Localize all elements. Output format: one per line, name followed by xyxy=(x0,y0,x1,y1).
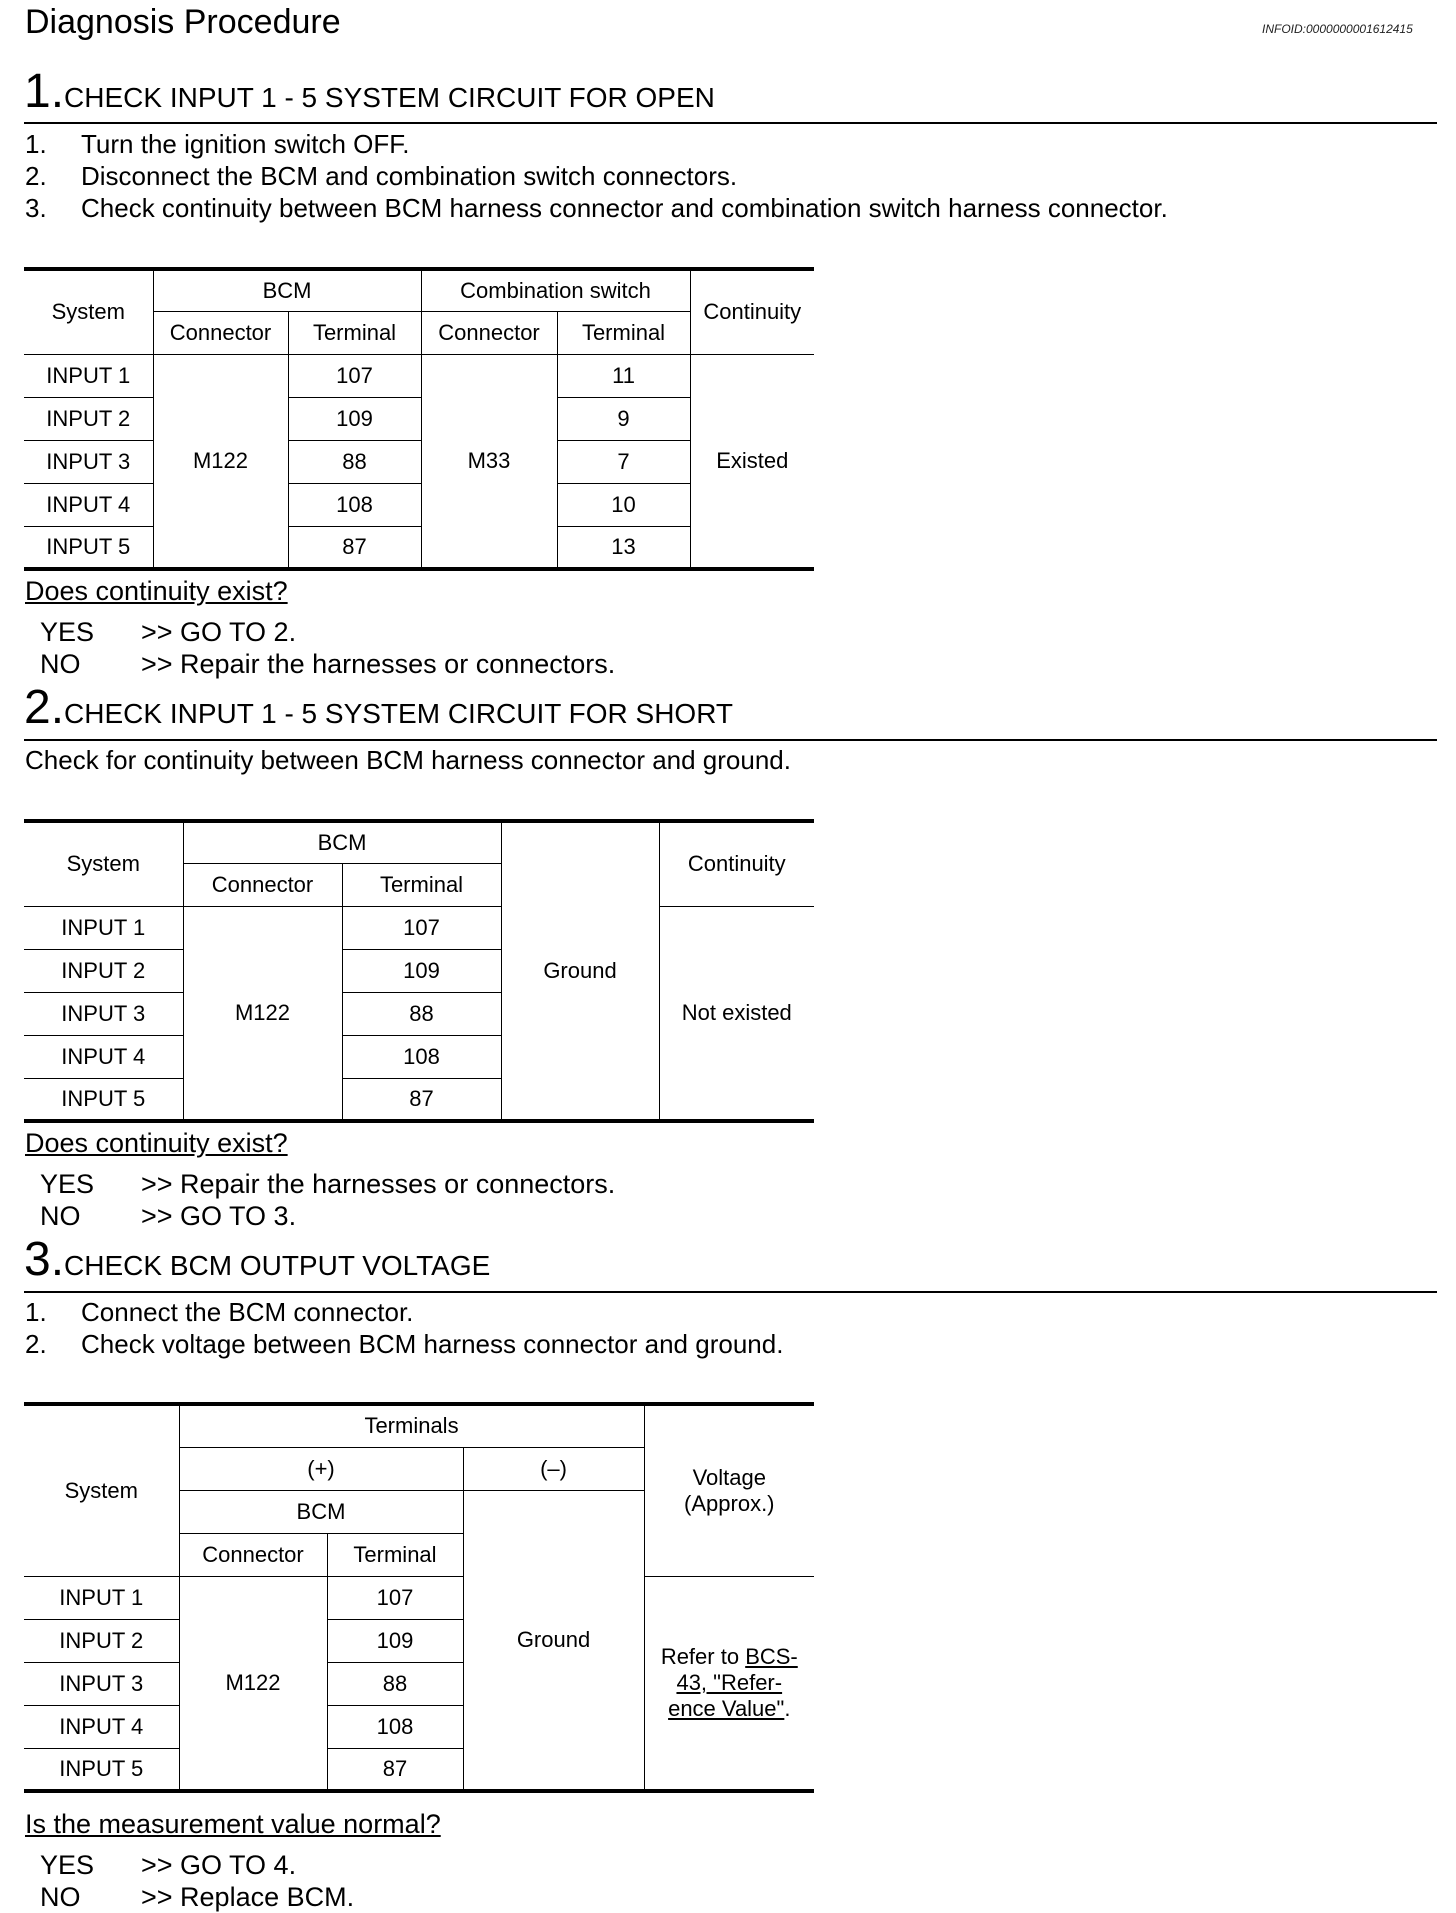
system-cell: INPUT 5 xyxy=(24,1748,179,1791)
bcm-terminal-cell: 88 xyxy=(288,440,421,483)
step3-answer-yes: YES >> GO TO 4. xyxy=(40,1850,297,1880)
bcm-terminal-cell: 107 xyxy=(342,906,501,949)
comb-terminal-cell: 13 xyxy=(557,526,690,569)
bcm-terminal-cell: 87 xyxy=(327,1748,463,1791)
step2-number: 2. xyxy=(24,681,65,734)
bcm-terminal-cell: 107 xyxy=(327,1576,463,1619)
table-row xyxy=(24,354,814,397)
header-bcm: BCM xyxy=(179,1490,463,1533)
step2-question: Does continuity exist? xyxy=(25,1128,288,1158)
system-cell: INPUT 1 xyxy=(24,1576,179,1619)
step3-question: Is the measurement value normal? xyxy=(25,1809,441,1839)
header-connector: Connector xyxy=(183,863,342,906)
bcm-terminal-cell: 108 xyxy=(327,1705,463,1748)
system-cell: INPUT 3 xyxy=(24,992,183,1035)
table-row xyxy=(24,1576,814,1619)
step1-question: Does continuity exist? xyxy=(25,576,288,606)
header-bcm: BCM xyxy=(153,269,421,311)
header-continuity: Continuity xyxy=(659,821,814,906)
ground-cell: Ground xyxy=(463,1490,644,1791)
system-cell: INPUT 1 xyxy=(24,906,183,949)
header-connector: Connector xyxy=(179,1533,327,1576)
bcm-terminal-cell: 87 xyxy=(288,526,421,569)
header-terminal: Terminal xyxy=(557,311,690,354)
continuity-cell: Existed xyxy=(690,354,814,569)
step1-heading xyxy=(24,64,715,126)
step3-voltage-table xyxy=(24,1402,814,1793)
header-terminal: Terminal xyxy=(288,311,421,354)
step3-heading xyxy=(24,1232,490,1294)
bcm-terminal-cell: 108 xyxy=(288,483,421,526)
comb-terminal-cell: 10 xyxy=(557,483,690,526)
bcm-terminal-cell: 109 xyxy=(288,397,421,440)
bcm-terminal-cell: 107 xyxy=(288,354,421,397)
bcm-terminal-cell: 108 xyxy=(342,1035,501,1078)
step2-heading xyxy=(24,680,733,742)
system-cell: INPUT 3 xyxy=(24,1662,179,1705)
system-cell: INPUT 4 xyxy=(24,483,153,526)
step3-number: 3. xyxy=(24,1233,65,1286)
header-minus: (–) xyxy=(463,1447,644,1490)
bcm-connector-cell: M122 xyxy=(183,906,342,1121)
step1-answer-yes: YES >> GO TO 2. xyxy=(40,617,297,647)
step1-instruction-1: 1. Turn the ignition switch OFF. xyxy=(25,129,410,159)
step2-rule xyxy=(24,739,1437,741)
system-cell: INPUT 3 xyxy=(24,440,153,483)
step2-answer-yes: YES >> Repair the harnesses or connectors. xyxy=(40,1169,616,1199)
step1-rule xyxy=(24,122,1437,124)
bcm-terminal-cell: 88 xyxy=(327,1662,463,1705)
step1-number: 1. xyxy=(24,65,65,118)
system-cell: INPUT 2 xyxy=(24,397,153,440)
step2-answer-no: NO >> GO TO 3. xyxy=(40,1201,297,1231)
header-system: System xyxy=(24,821,183,906)
bcm-terminal-cell: 109 xyxy=(342,949,501,992)
system-cell: INPUT 4 xyxy=(24,1705,179,1748)
ground-cell: Ground xyxy=(501,821,659,1121)
step2-continuity-table xyxy=(24,819,814,1123)
header-terminal: Terminal xyxy=(342,863,501,906)
page-title: Diagnosis Procedure xyxy=(25,3,341,41)
header-connector: Connector xyxy=(421,311,557,354)
header-bcm: BCM xyxy=(183,821,501,863)
bcm-connector-cell: M122 xyxy=(179,1576,327,1791)
info-id: INFOID:0000000001612415 xyxy=(1262,22,1413,36)
step1-title: CHECK INPUT 1 - 5 SYSTEM CIRCUIT FOR OPEN xyxy=(64,82,715,113)
continuity-cell: Not existed xyxy=(659,906,814,1121)
step3-title: CHECK BCM OUTPUT VOLTAGE xyxy=(64,1250,491,1281)
step2-instruction: Check for continuity between BCM harness connector and ground. xyxy=(25,745,791,775)
system-cell: INPUT 4 xyxy=(24,1035,183,1078)
header-terminals: Terminals xyxy=(179,1404,644,1447)
bcm-terminal-cell: 109 xyxy=(327,1619,463,1662)
table-row xyxy=(24,906,814,949)
step3-rule xyxy=(24,1291,1437,1293)
header-plus: (+) xyxy=(179,1447,463,1490)
system-cell: INPUT 5 xyxy=(24,1078,183,1121)
bcm-terminal-cell: 87 xyxy=(342,1078,501,1121)
step3-instruction-2: 2. Check voltage between BCM harness connector and ground. xyxy=(25,1329,784,1359)
bcm-terminal-cell: 88 xyxy=(342,992,501,1035)
header-system: System xyxy=(24,269,153,354)
header-system: System xyxy=(24,1404,179,1576)
system-cell: INPUT 2 xyxy=(24,1619,179,1662)
step1-continuity-table xyxy=(24,267,814,571)
comb-terminal-cell: 11 xyxy=(557,354,690,397)
step1-answer-no: NO >> Repair the harnesses or connectors. xyxy=(40,649,616,679)
system-cell: INPUT 1 xyxy=(24,354,153,397)
system-cell: INPUT 5 xyxy=(24,526,153,569)
step1-instruction-2: 2. Disconnect the BCM and combination switch connectors. xyxy=(25,161,738,191)
header-connector: Connector xyxy=(153,311,288,354)
comb-terminal-cell: 7 xyxy=(557,440,690,483)
comb-connector-cell: M33 xyxy=(421,354,557,569)
reference-value-link[interactable]: BCS- 43, "Refer- ence Value" xyxy=(668,1643,798,1721)
step3-answer-no: NO >> Replace BCM. xyxy=(40,1882,355,1912)
comb-terminal-cell: 9 xyxy=(557,397,690,440)
header-voltage: Voltage (Approx.) xyxy=(644,1404,814,1576)
header-terminal: Terminal xyxy=(327,1533,463,1576)
header-continuity: Continuity xyxy=(690,269,814,354)
header-combination-switch: Combination switch xyxy=(421,269,690,311)
step1-instruction-3: 3. Check continuity between BCM harness connector and combination switch harness connector. xyxy=(25,193,1168,223)
step2-title: CHECK INPUT 1 - 5 SYSTEM CIRCUIT FOR SHORT xyxy=(64,698,734,729)
system-cell: INPUT 2 xyxy=(24,949,183,992)
voltage-cell: Refer to BCS- 43, "Refer- ence Value". xyxy=(644,1576,814,1791)
step3-instruction-1: 1. Connect the BCM connector. xyxy=(25,1297,414,1327)
bcm-connector-cell: M122 xyxy=(153,354,288,569)
